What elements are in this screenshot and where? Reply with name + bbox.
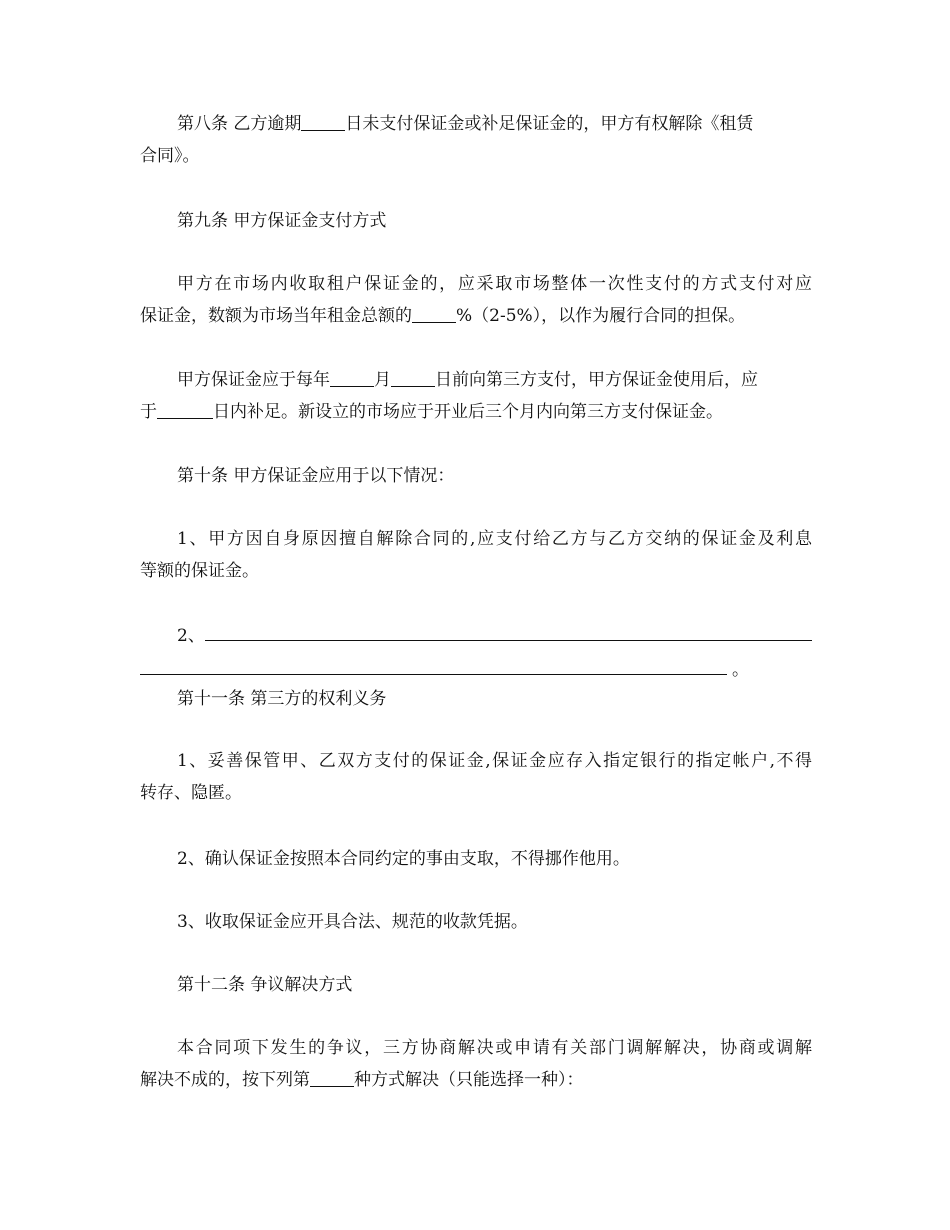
article-9-paragraph-2 xyxy=(140,364,812,428)
article-8-text-a: 第八条 乙方逾期 xyxy=(177,114,302,134)
article-10-heading: 第十条 甲方保证金应用于以下情况： xyxy=(177,466,455,486)
article-11-item-1-line-1: 1、妥善保管甲、乙双方支付的保证金,保证金应存入指定银行的指定帐户,不得 xyxy=(177,751,812,771)
article-9-p1-line-2 xyxy=(140,300,812,332)
payment-day-blank xyxy=(391,366,435,387)
article-10-item-2-prefix: 2、 xyxy=(177,626,205,646)
article-9-p2-line-2 xyxy=(140,396,812,428)
article-10-item-1 xyxy=(140,523,812,587)
article-11-item-3: 3、收取保证金应开具合法、规范的收款凭据。 xyxy=(177,912,528,932)
article-12-text-b: 种方式解决（只能选择一种）： xyxy=(354,1070,584,1090)
article-11-item-1 xyxy=(140,745,812,809)
article-12-line-1: 本合同项下发生的争议，三方协商解决或申请有关部门调解解决，协商或调解 xyxy=(177,1038,812,1058)
overdue-days-blank xyxy=(301,110,345,131)
resolution-method-blank xyxy=(310,1066,354,1087)
article-9-p1-line-1: 甲方在市场内收取租户保证金的，应采取市场整体一次性支付的方式支付对应 xyxy=(177,274,812,294)
article-12-paragraph xyxy=(140,1032,812,1096)
article-11-heading: 第十一条 第三方的权利义务 xyxy=(177,689,387,709)
article-9-p1-text-b: %（2-5%），以作为履行合同的担保。 xyxy=(456,306,746,326)
article-9-heading: 第九条 甲方保证金支付方式 xyxy=(177,211,387,231)
payment-month-blank xyxy=(330,366,374,387)
article-9-paragraph-1 xyxy=(140,268,812,332)
article-10-item-2-end: 。 xyxy=(732,660,749,680)
article-9-p2-line-1 xyxy=(140,364,812,396)
article-12-text-a: 解决不成的，按下列第 xyxy=(140,1070,310,1090)
article-9-p2-text-b: 月 xyxy=(374,370,391,390)
article-10-item-2-blank-line-1 xyxy=(205,640,812,641)
article-9-p2-text-a: 甲方保证金应于每年 xyxy=(177,370,330,390)
article-8-line-1 xyxy=(140,108,812,140)
article-10-item-1-line-1: 1、甲方因自身原因擅自解除合同的,应支付给乙方与乙方交纳的保证金及利息 xyxy=(177,529,812,549)
article-10-item-1-line-2: 等额的保证金。 xyxy=(140,561,259,581)
article-11-item-2: 2、确认保证金按照本合同约定的事由支取，不得挪作他用。 xyxy=(177,849,630,869)
article-8-text-b: 日未支付保证金或补足保证金的，甲方有权解除《租赁 xyxy=(345,114,754,134)
article-9-p2-text-c: 日前向第三方支付，甲方保证金使用后，应 xyxy=(435,370,758,390)
article-12-line-2 xyxy=(140,1064,812,1096)
rent-percentage-blank xyxy=(412,302,456,323)
article-9-p2-text-e: 日内补足。新设立的市场应于开业后三个月内向第三方支付保证金。 xyxy=(213,402,723,422)
article-12-heading: 第十二条 争议解决方式 xyxy=(177,975,353,995)
article-8-paragraph xyxy=(140,108,812,172)
article-8-line-2: 合同》。 xyxy=(140,146,200,166)
article-9-p2-text-d: 于 xyxy=(140,402,157,422)
replenish-days-blank xyxy=(157,398,213,419)
article-10-item-2-blank-line-2 xyxy=(140,674,727,675)
article-11-item-1-line-2: 转存、隐匿。 xyxy=(140,783,242,803)
article-9-p1-text-a: 保证金，数额为市场当年租金总额的 xyxy=(140,306,412,326)
